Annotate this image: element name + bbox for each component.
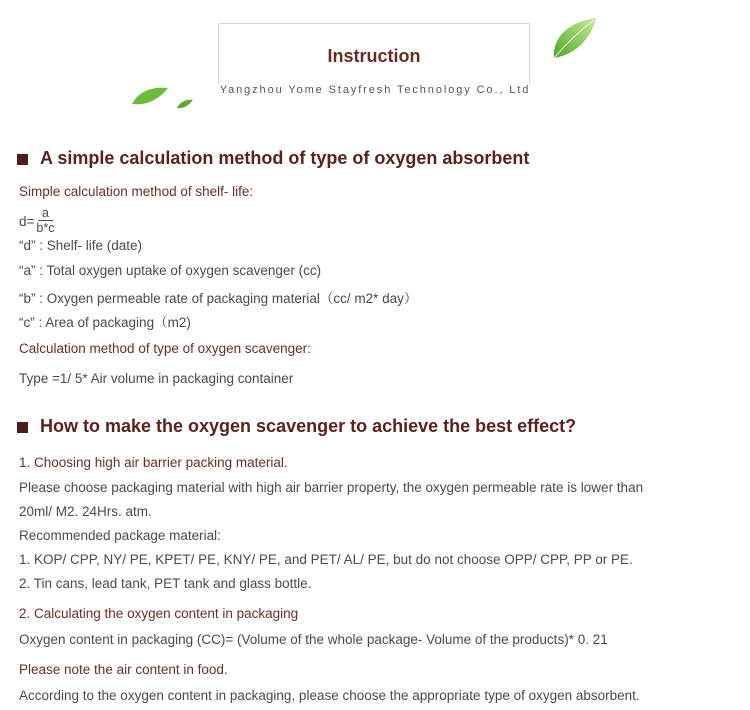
leaf-icon <box>548 14 600 62</box>
section-heading-best-effect <box>17 416 576 437</box>
shelf-life-formula <box>19 207 54 235</box>
step2-title: 2. Calculating the oxygen content in packaging <box>19 606 299 621</box>
square-bullet-icon <box>17 154 28 165</box>
step2-text: Oxygen content in packaging (CC)= (Volume of the whole package- Volume of the products)* 0. 21 <box>19 632 608 647</box>
company-name: Yangzhou Yome Stayfresh Technology Co., Ltd <box>190 84 560 96</box>
section-heading-text: How to make the oxygen scavenger to achieve the best effect? <box>40 416 577 436</box>
formula-denominator: b*c <box>36 221 55 235</box>
formula-fraction <box>36 207 54 235</box>
method-label: Calculation method of type of oxygen scavenger: <box>19 341 311 356</box>
formula-lhs: d= <box>19 213 35 229</box>
square-bullet-icon <box>17 422 28 433</box>
section-heading-text: A simple calculation method of type of oxygen absorbent <box>40 148 530 168</box>
definition-c: “c” : Area of packaging（m2) <box>19 315 191 330</box>
definition-a: “a” : Total oxygen uptake of oxygen scavenger (cc) <box>19 263 322 278</box>
step1-text-line2: 20ml/ M2. 24Hrs. atm. <box>19 504 152 519</box>
step1-title: 1. Choosing high air barrier packing material. <box>19 455 288 470</box>
method-text: Type =1/ 5* Air volume in packaging container <box>19 371 294 386</box>
recommended-item-1: 1. KOP/ CPP, NY/ PE, KPET/ PE, KNY/ PE, and PET/ AL/ PE, but do not choose OPP/ CPP, PP or PE. <box>19 552 633 567</box>
leaf-icon <box>176 98 194 110</box>
note-text: According to the oxygen content in packaging, please choose the appropriate type of oxygen absorbent. <box>19 688 640 703</box>
definition-b: “b” : Oxygen permeable rate of packaging material（cc/ m2* day） <box>19 291 418 306</box>
section-heading-calculation <box>17 148 529 169</box>
definition-d: “d” : Shelf- life (date) <box>19 238 143 253</box>
formula-numerator: a <box>38 207 53 221</box>
note-title: Please note the air content in food. <box>19 662 228 677</box>
recommended-label: Recommended package material: <box>19 528 221 543</box>
recommended-item-2: 2. Tin cans, lead tank, PET tank and glass bottle. <box>19 576 312 591</box>
leaf-icon <box>130 84 170 108</box>
page-title: Instruction <box>327 46 421 66</box>
step1-text-line1: Please choose packaging material with high air barrier property, the oxygen permeable rate is lower than <box>19 480 644 495</box>
intro-text: Simple calculation method of shelf- life: <box>19 184 254 199</box>
